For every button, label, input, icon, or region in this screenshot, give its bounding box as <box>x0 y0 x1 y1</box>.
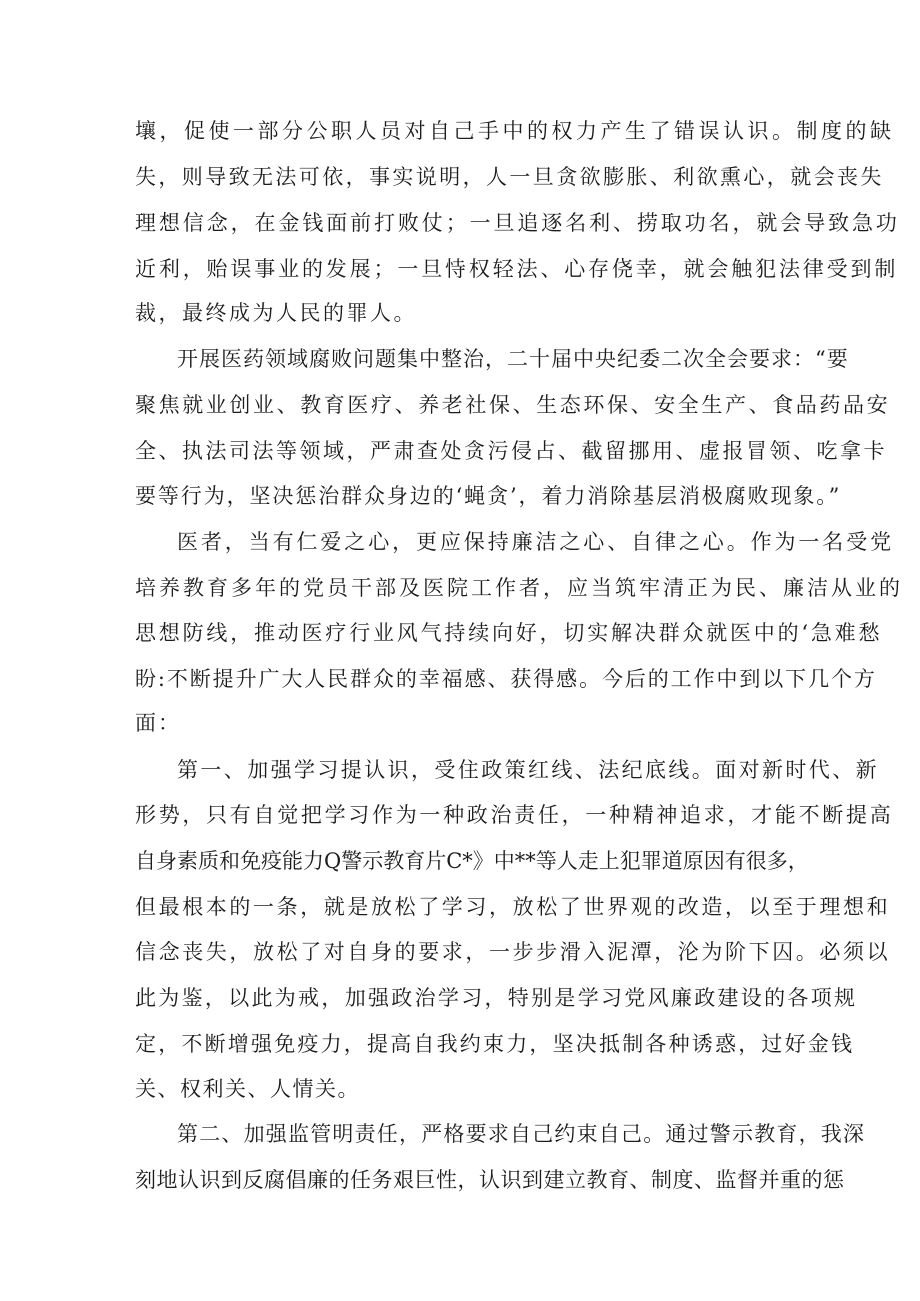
text-line: 自身素质和免疫能力Q警示教育片C*》中**等人走上犯罪道原因有很多， <box>135 849 809 873</box>
text-line: 医者，当有仁爱之心，更应保持廉洁之心、自律之心。作为一名受党 <box>177 530 894 554</box>
text-line: 壤，促使一部分公职人员对自己手中的权力产生了错误认识。制度的缺 <box>135 119 895 143</box>
text-line: 失，则导致无法可依，事实说明，人一旦贪欲膨胀、利欲熏心，就会丧失 <box>135 165 884 189</box>
text-line: 理想信念，在金钱面前打败仗；一旦追逐名利、捞取功名，就会导致急功 <box>135 211 900 235</box>
text-line: 聚焦就业创业、教育医疗、养老社保、生态环保、安全生产、食品药品安 <box>135 393 891 417</box>
text-line: 要等行为，坚决惩治群众身边的‘蝇贪’，着力消除基层消极腐败现象。” <box>135 484 842 508</box>
text-line: 第二、加强监管明责任，严格要求自己约束自己。通过警示教育，我深 <box>177 1122 866 1146</box>
text-line: 盼:不断提升广大人民群众的幸福感、获得感。今后的工作中到以下几个方 <box>135 667 877 691</box>
text-line: 面： <box>135 711 181 735</box>
text-line: 信念丧失，放松了对自身的要求，一步步滑入泥潭，沦为阶下囚。必须以 <box>135 940 891 964</box>
text-line: 裁，最终成为人民的罪人。 <box>135 301 417 325</box>
text-line: 思想防线，推动医疗行业风气持续向好，切实解决群众就医中的‘急难愁 <box>135 621 883 645</box>
text-line: 第一、加强学习提认识，受住政策红线、法纪底线。面对新时代、新 <box>177 758 879 782</box>
text-line: 刻地认识到反腐倡廉的任务艰巨性，认识到建立教育、制度、监督并重的惩 <box>135 1168 845 1192</box>
text-line: 此为鉴，以此为戒，加强政治学习，特别是学习党风廉政建设的各项规 <box>135 986 858 1010</box>
text-line: 培养教育多年的党员干部及医院工作者，应当筑牢清正为民、廉洁从业的 <box>135 576 903 600</box>
text-line: 近利，贻误事业的发展；一旦恃权轻法、心存侥幸，就会触犯法律受到制 <box>135 257 899 281</box>
text-line: 形势，只有自觉把学习作为一种政治责任，一种精神追求，才能不断提高 <box>135 803 894 827</box>
text-line: 但最根本的一条，就是放松了学习，放松了世界观的改造，以至于理想和 <box>135 895 891 919</box>
text-line: 定，不断增强免疫力，提高自我约束力，坚决抵制各种诱惑，过好金钱 <box>135 1032 855 1056</box>
text-line: 开展医药领域腐败问题集中整治，二十届中央纪委二次全会要求：“要 <box>177 347 849 371</box>
text-line: 全、执法司法等领域，严肃查处贪污侵占、截留挪用、虚报冒领、吃拿卡 <box>135 439 887 463</box>
text-line: 关、权利关、人情关。 <box>135 1077 360 1101</box>
